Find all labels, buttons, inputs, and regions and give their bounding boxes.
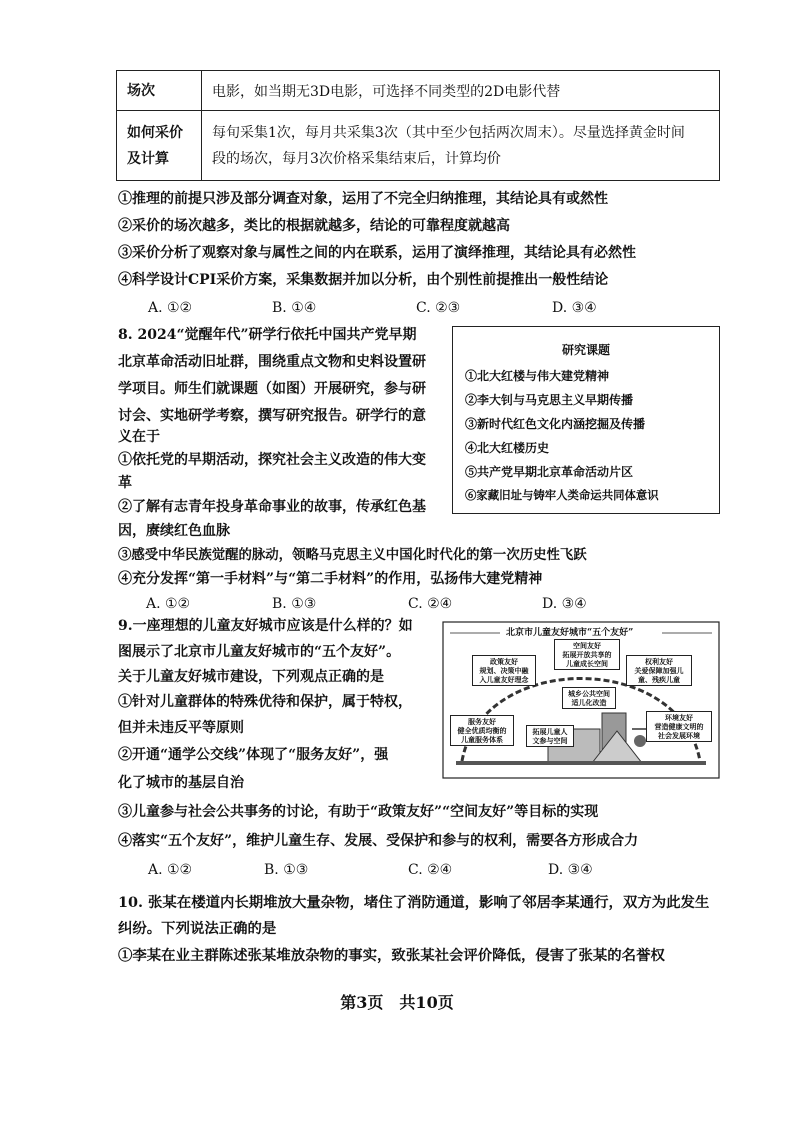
diagram-box-policy: 政策友好 规划、决策中融 入儿童友好理念 [472, 655, 536, 686]
research-topic-1: ①北大红楼与伟大建党精神 [465, 369, 610, 383]
q8-option-b[interactable]: B. ①③ [272, 596, 317, 612]
q8-statement-3: ③感受中华民族觉醒的脉动，领略马克思主义中国化时代化的第一次历史性飞跃 [118, 547, 587, 563]
q7-option-c[interactable]: C. ②③ [416, 300, 461, 316]
research-topics-title: 研究课题 [561, 343, 610, 357]
q8-stem-line-1: 8. 2024“觉醒年代”研学行依托中国共产党早期 [118, 327, 417, 343]
q8-option-c[interactable]: C. ②④ [408, 596, 453, 612]
q9-statement-4: ④落实“五个友好”，维护儿童生存、发展、受保护和参与的权利，需要各方形成合力 [118, 833, 639, 849]
table-row [117, 111, 720, 181]
q8-stem-line-4: 讨会、实地研学考察，撰写研究报告。研学行的意 [118, 408, 426, 424]
page-footer: 第3页 共10页 [340, 993, 454, 1012]
diagram-box-service: 服务友好 健全优质均衡的 儿童服务体系 [450, 715, 514, 746]
research-topic-6: ⑥家藏旧址与铸牢人类命运共同体意识 [465, 488, 659, 502]
q7-option-d[interactable]: D. ③④ [552, 300, 597, 316]
table-header-cell: 场次 [117, 71, 202, 111]
q9-stem-line-1: 9.一座理想的儿童友好城市应该是什么样的？如 [118, 618, 413, 634]
q9-option-c[interactable]: C. ②④ [408, 862, 453, 878]
q9-option-d[interactable]: D. ③④ [548, 862, 593, 878]
research-topics-box [452, 326, 720, 514]
q9-statement-1: ①针对儿童群体的特殊优待和保护，属于特权， [118, 694, 412, 710]
research-topic-3: ③新时代红色文化内涵挖掘及传播 [465, 417, 646, 431]
q9-option-a[interactable]: A. ①② [148, 862, 193, 878]
q8-statement-1: ①依托党的早期活动，探究社会主义改造的伟大变 [118, 452, 426, 468]
table-row [117, 71, 720, 111]
q8-stem-line-3: 学项目。师生们就课题（如图）开展研究，参与研 [118, 381, 426, 397]
table-header-cell [117, 111, 202, 181]
research-topic-5: ⑤共产党早期北京革命活动片区 [465, 465, 634, 479]
q7-statement-2: ②采价的场次越多，类比的根据就越多，结论的可靠程度就越高 [118, 218, 510, 234]
table-cell: 电影，如当期无3D电影，可选择不同类型的2D电影代替 [202, 71, 720, 111]
header-text: 如何采价及计算 [127, 124, 183, 167]
q9-statement-1-cont: 但并未违反平等原则 [118, 720, 244, 736]
five-friendly-diagram [442, 621, 720, 779]
q8-statement-1-cont: 革 [118, 475, 132, 491]
q7-statement-4: ④科学设计CPI采价方案，采集数据并加以分析，由个别性前提推出一般性结论 [118, 272, 609, 288]
diagram-box-space: 空间友好 拓展开放共享的 儿童成长空间 [554, 639, 620, 670]
q9-statement-2-cont: 化了城市的基层自治 [118, 775, 244, 791]
diagram-box-environment: 环境友好 营造健康文明的 社会发展环境 [646, 711, 712, 742]
q9-option-b[interactable]: B. ①③ [264, 862, 309, 878]
q7-option-b[interactable]: B. ①④ [272, 300, 317, 316]
q7-statement-1: ①推理的前提只涉及部分调查对象，运用了不完全归纳推理，其结论具有或然性 [118, 191, 608, 207]
q7-statement-3: ③采价分析了观察对象与属性之间的内在联系，运用了演绎推理，其结论具有必然性 [118, 245, 636, 261]
diagram-box-urban: 城乡公共空间 适儿化改造 [562, 687, 616, 709]
q8-stem-line-5: 义在于 [118, 429, 160, 445]
research-topic-4: ④北大红楼历史 [465, 441, 550, 455]
q8-statement-2-cont: 因，赓续红色血脉 [118, 523, 230, 539]
q8-statement-4: ④充分发挥“第一手材料”与“第二手材料”的作用，弘扬伟大建党精神 [118, 571, 543, 587]
q8-statement-2: ②了解有志青年投身革命事业的故事，传承红色基 [118, 499, 426, 515]
q8-stem-line-2: 北京革命活动旧址群，围绕重点文物和史料设置研 [118, 354, 426, 370]
q9-stem-line-3: 关于儿童友好城市建设，下列观点正确的是 [118, 669, 384, 685]
q7-option-a[interactable]: A. ①② [148, 300, 193, 316]
q10-stem-line-2: 纠纷。下列说法正确的是 [118, 920, 277, 937]
q9-stem-line-2: 图展示了北京市儿童友好城市的“五个友好”。 [118, 644, 401, 660]
q9-statement-2: ②开通“通学公交线”体现了“服务友好”，强 [118, 747, 389, 763]
research-topic-2: ②李大钊与马克思主义早期传播 [465, 393, 634, 407]
q9-statement-3: ③儿童参与社会公共事务的讨论，有助于“政策友好”“空间友好”等目标的实现 [118, 804, 599, 820]
table-cell: 每旬采集1次，每月共采集3次（其中至少包括两次周末）。尽量选择黄金时间 段的场次，每月3次价格采集结束后，计算均价 [202, 111, 720, 181]
diagram-box-participation: 拓展儿童人 文参与空间 [526, 725, 574, 747]
q10-statement-1: ①李某在业主群陈述张某堆放杂物的事实，致张某社会评价降低，侵害了张某的名誉权 [118, 947, 665, 964]
cpi-table [116, 70, 720, 181]
diagram-title: 北京市儿童友好城市“五个友好” [506, 628, 634, 638]
q8-option-a[interactable]: A. ①② [146, 596, 191, 612]
diagram-box-rights: 权利友好 关爱保障加强儿 童、残疾儿童 [626, 655, 692, 686]
q8-option-d[interactable]: D. ③④ [542, 596, 587, 612]
q10-stem-line-1: 10. 张某在楼道内长期堆放大量杂物，堵住了消防通道，影响了邻居李某通行，双方为此发生 [118, 894, 710, 911]
